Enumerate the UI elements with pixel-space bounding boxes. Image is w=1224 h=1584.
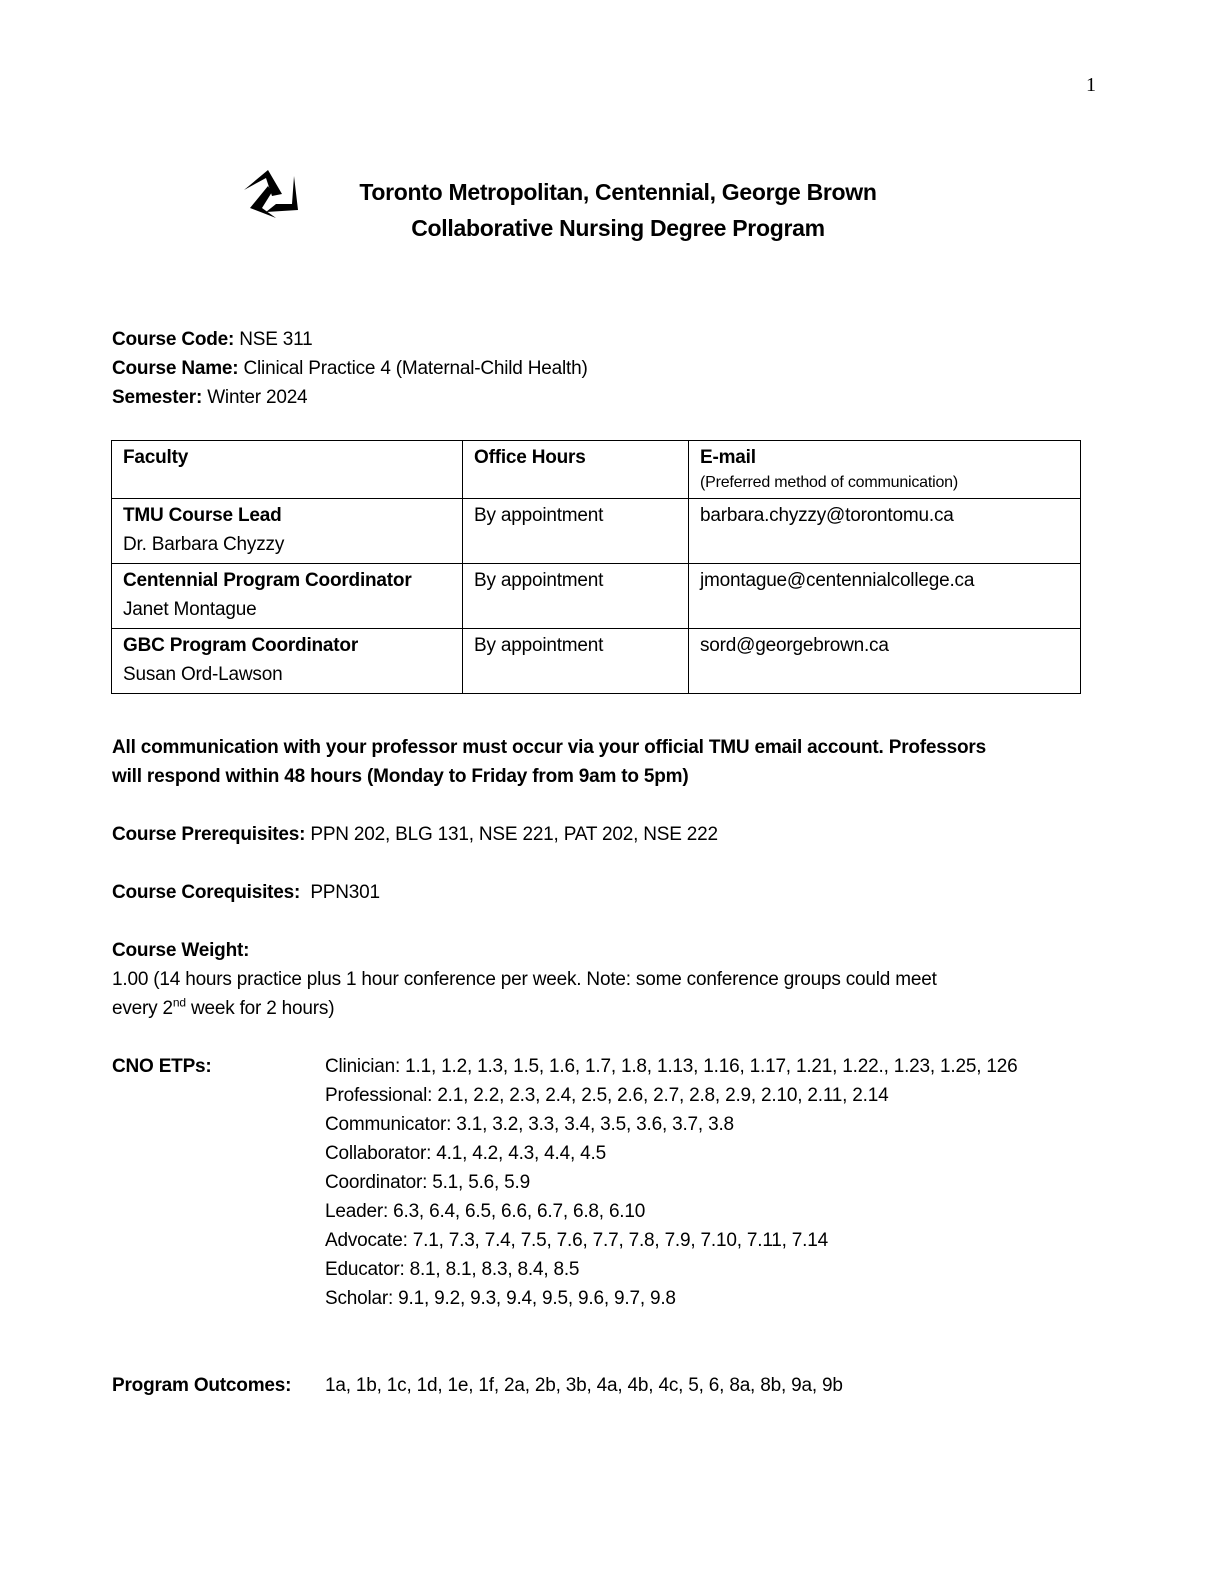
faculty-table — [111, 440, 1081, 694]
table-row — [112, 499, 1081, 564]
etp-item: Educator: 8.1, 8.1, 8.3, 8.4, 8.5 — [325, 1259, 580, 1280]
faculty-role: GBC Program Coordinator — [123, 635, 359, 656]
cno-etps — [112, 1052, 1087, 1313]
faculty-cell — [112, 564, 463, 629]
office-hours-cell: By appointment — [463, 499, 689, 564]
communication-notice — [112, 733, 1087, 791]
etp-item: Scholar: 9.1, 9.2, 9.3, 9.4, 9.5, 9.6, 9.7, 9.8 — [325, 1288, 676, 1309]
program-title-line2: Collaborative Nursing Degree Program — [411, 215, 825, 241]
semester-row — [112, 383, 1087, 412]
etp-item: Advocate: 7.1, 7.3, 7.4, 7.5, 7.6, 7.7, 7.8, 7.9, 7.10, 7.11, 7.14 — [325, 1230, 828, 1251]
faculty-cell — [112, 629, 463, 694]
weight-line2-post: week for 2 hours) — [185, 998, 335, 1019]
corequisites-label: Course Corequisites: — [112, 882, 301, 903]
table-row — [112, 629, 1081, 694]
prerequisites-row — [112, 820, 1087, 849]
course-code-label: Course Code: — [112, 329, 235, 350]
program-outcomes — [112, 1371, 1087, 1400]
weight-line2-sup: nd — [172, 995, 186, 1010]
course-name-value: Clinical Practice 4 (Maternal-Child Health) — [243, 358, 588, 379]
email-link[interactable]: jmontague@centennialcollege.ca — [689, 564, 1081, 629]
course-name-label: Course Name: — [112, 358, 239, 379]
course-name-row — [112, 354, 1087, 383]
header-email-cell — [689, 441, 1081, 499]
weight-line2-pre: every 2 — [112, 998, 173, 1019]
prerequisites-label: Course Prerequisites: — [112, 824, 306, 845]
semester-value: Winter 2024 — [207, 387, 308, 408]
table-header-row — [112, 441, 1081, 499]
course-code-value: NSE 311 — [239, 329, 313, 350]
faculty-role: Centennial Program Coordinator — [123, 570, 412, 591]
course-info — [112, 325, 1087, 412]
faculty-role: TMU Course Lead — [123, 505, 282, 526]
corequisites-value: PPN301 — [300, 882, 380, 903]
office-hours-cell: By appointment — [463, 629, 689, 694]
header-email: E-mail — [700, 447, 756, 468]
program-title — [318, 174, 918, 246]
faculty-name: Susan Ord-Lawson — [123, 664, 283, 685]
cno-etps-list — [325, 1052, 1087, 1313]
page-number: 1 — [1086, 74, 1096, 96]
etp-item: Communicator: 3.1, 3.2, 3.3, 3.4, 3.5, 3.6, 3.7, 3.8 — [325, 1114, 734, 1135]
program-outcomes-value: 1a, 1b, 1c, 1d, 1e, 1f, 2a, 2b, 3b, 4a, 4b, 4c, 5, 6, 8a, 8b, 9a, 9b — [325, 1375, 843, 1396]
etp-item: Clinician: 1.1, 1.2, 1.3, 1.5, 1.6, 1.7, 1.8, 1.13, 1.16, 1.17, 1.21, 1.22., 1.23, 1.25, 126 — [325, 1056, 1018, 1077]
faculty-cell — [112, 499, 463, 564]
course-code-row — [112, 325, 1087, 354]
header-email-note: (Preferred method of communication) — [700, 474, 959, 491]
etp-item: Coordinator: 5.1, 5.6, 5.9 — [325, 1172, 530, 1193]
email-link[interactable]: sord@georgebrown.ca — [689, 629, 1081, 694]
corequisites-row — [112, 878, 1087, 907]
weight-label: Course Weight: — [112, 940, 250, 961]
notice-line2: will respond within 48 hours (Monday to Friday from 9am to 5pm) — [112, 766, 689, 787]
email-link[interactable]: barbara.chyzzy@torontomu.ca — [689, 499, 1081, 564]
faculty-name: Janet Montague — [123, 599, 257, 620]
course-weight — [112, 936, 1087, 1023]
program-outcomes-label: Program Outcomes: — [112, 1375, 292, 1396]
header-office-hours: Office Hours — [463, 441, 689, 499]
etp-item: Professional: 2.1, 2.2, 2.3, 2.4, 2.5, 2.6, 2.7, 2.8, 2.9, 2.10, 2.11, 2.14 — [325, 1085, 889, 1106]
weight-line2 — [112, 994, 1087, 1023]
table-row — [112, 564, 1081, 629]
cno-etps-label: CNO ETPs: — [112, 1056, 212, 1077]
weight-line1: 1.00 (14 hours practice plus 1 hour conference per week. Note: some conference groups could meet — [112, 969, 937, 990]
etp-item: Collaborator: 4.1, 4.2, 4.3, 4.4, 4.5 — [325, 1143, 606, 1164]
semester-label: Semester: — [112, 387, 203, 408]
etp-item: Leader: 6.3, 6.4, 6.5, 6.6, 6.7, 6.8, 6.10 — [325, 1201, 646, 1222]
pinwheel-logo-icon — [242, 164, 302, 220]
prerequisites-value: PPN 202, BLG 131, NSE 221, PAT 202, NSE 222 — [305, 824, 718, 845]
notice-line1: All communication with your professor must occur via your official TMU email account. Professors — [112, 737, 986, 758]
faculty-name: Dr. Barbara Chyzzy — [123, 534, 285, 555]
office-hours-cell: By appointment — [463, 564, 689, 629]
header-faculty: Faculty — [112, 441, 463, 499]
document-header — [240, 162, 920, 242]
program-title-line1: Toronto Metropolitan, Centennial, George Brown — [359, 179, 877, 205]
